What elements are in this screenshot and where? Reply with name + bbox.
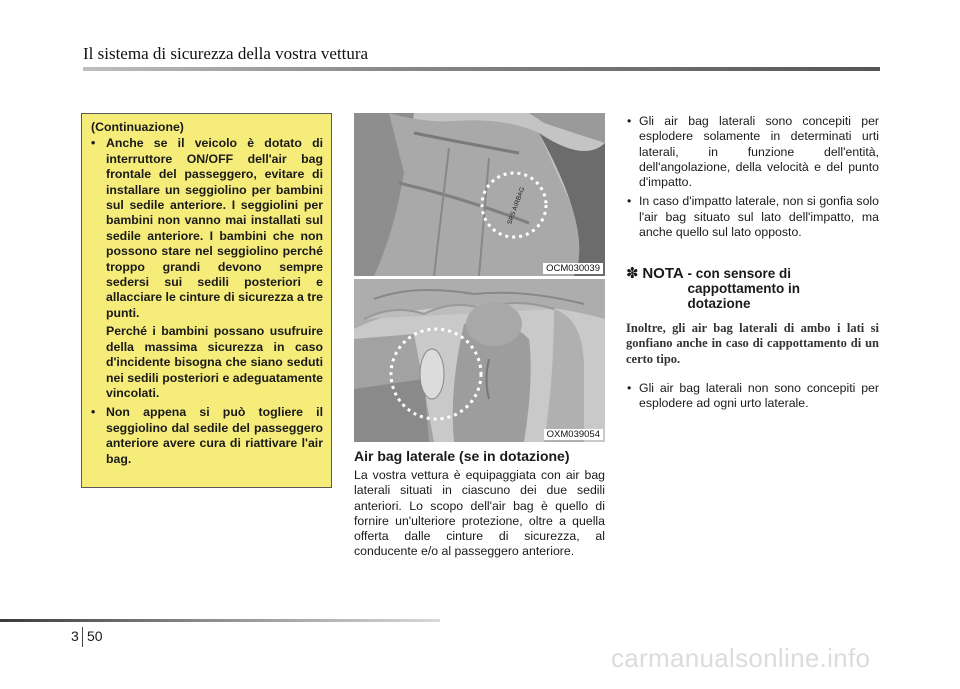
footer-rule — [0, 619, 440, 622]
nota-body: Inoltre, gli air bag laterali di ambo i lati si gonfiano anche in caso di cappottamento di un certo tipo. — [626, 321, 879, 366]
page-number: 50 — [87, 628, 103, 644]
caution-bullet-2-text: Non appena si può togliere il seggiolino dal sedile del passeggero anteriore avere cura di riattivare l'air bag. — [106, 405, 323, 466]
caution-paragraph: Perché i bambini possano usufruire della massima sicurezza in caso d'incidente bisogna che siano seduti nei sedili posteriori e adeguatamente vincolati. — [106, 324, 323, 400]
image-code: OXM039054 — [544, 429, 603, 440]
seat-drawing — [354, 113, 605, 276]
right-bullet-1 — [626, 114, 879, 190]
continuation-label: (Continuazione) — [91, 120, 184, 134]
right-bullet-2 — [626, 194, 879, 240]
page-header-title: Il sistema di sicurezza della vostra vettura — [83, 44, 369, 63]
bullet-dot: • — [91, 405, 96, 420]
nota-star-icon: ✽ — [626, 265, 639, 282]
footer-separator — [82, 627, 83, 647]
watermark: carmanualsonline.info — [611, 643, 871, 673]
bullet-dot: • — [627, 114, 632, 128]
nota-subtitle: - con sensore di cappottamento in dotazione — [687, 266, 801, 311]
bullet-dot: • — [627, 381, 632, 395]
seat-airbag-illustration — [354, 113, 605, 276]
right-bullet-2-text: In caso d'impatto laterale, non si gonfia solo l'air bag situato sul lato dell'impatto, ma anche quello sul lato opposto. — [639, 194, 879, 240]
chapter-number: 3 — [71, 628, 79, 644]
caution-bullet-2 — [91, 405, 323, 467]
caution-bullet-1-text: Anche se il veicolo è dotato di interruttore ON/OFF dell'air bag frontale del passeggero, evitare di installare un seggiolino per bambini sul sedile anteriore. I seggiolini per bambini non vanno mai installati sul sedile anteriore. I bambini che non possono stare nel seggiolino perché troppo grandi devono sempre sedersi sui sedili posteriori e allacciare le cinture di sicurezza a tre punti. — [106, 136, 323, 320]
caution-bullet-1 — [91, 136, 323, 321]
nota-label: NOTA — [642, 265, 684, 282]
right-bullet-1-text: Gli air bag laterali sono concepiti per esplodere solamente in determinati urti laterali, in funzione dell'entità, dell'angolazione, della velocità e del punto d'impatto. — [639, 114, 879, 190]
srs-airbag-label: SRS AIRBAG — [506, 186, 527, 226]
side-airbag-illustration — [354, 279, 605, 442]
caution-box — [81, 113, 332, 488]
bullet-dot: • — [91, 136, 96, 151]
section-body: La vostra vettura è equipaggiata con air bag laterali situati in ciascuno dei due sedili anteriori. Lo scopo dell'air bag è quello di fornire un'ulteriore protezione, oltre a quella offerta dalle cinture di sicurezza, al conducente e/o al passeggero anteriore. — [354, 468, 605, 559]
bullet-dot: • — [627, 194, 632, 209]
header-rule — [83, 67, 880, 71]
interior-drawing — [354, 279, 605, 442]
image-code: OCM030039 — [543, 263, 603, 274]
right-bullet-3-item — [626, 381, 879, 412]
right-column — [626, 114, 879, 244]
nota-heading — [626, 266, 879, 311]
section-heading: Air bag laterale (se in dotazione) — [354, 448, 570, 464]
right-bullet-3-text: Gli air bag laterali non sono concepiti per esplodere ad ogni urto laterale. — [639, 381, 879, 411]
right-bullet-3 — [626, 381, 879, 416]
